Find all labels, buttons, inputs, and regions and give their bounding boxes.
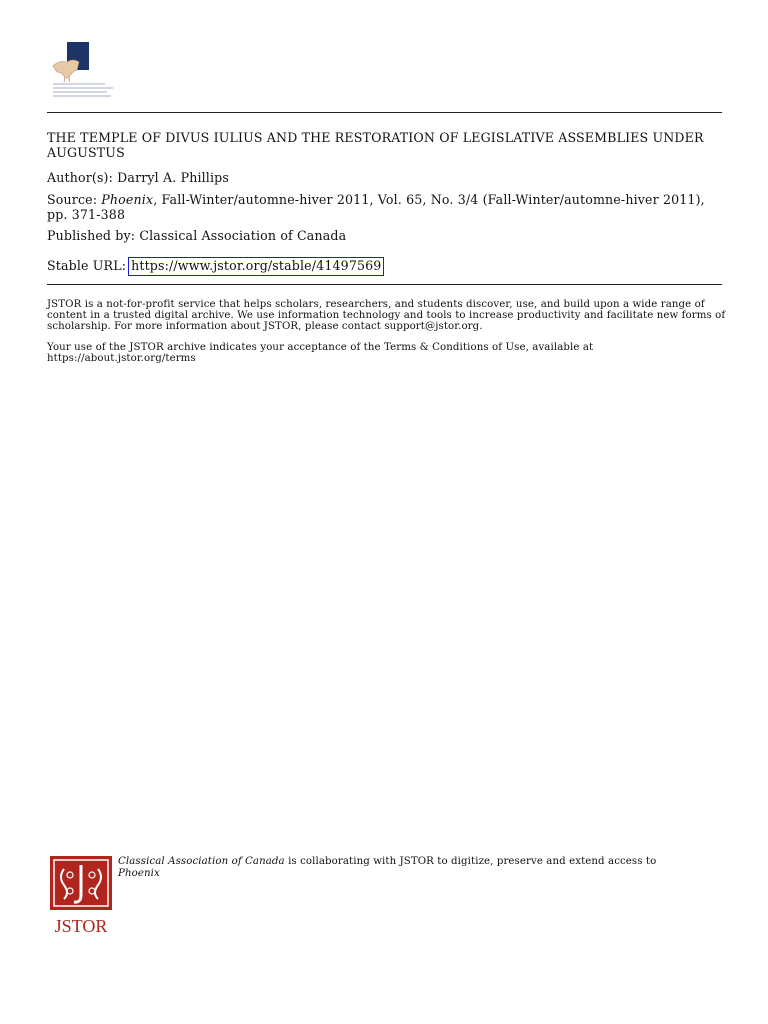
stable-url-link[interactable]: https://www.jstor.org/stable/41497569 [128, 257, 384, 276]
source-label: Source: [47, 192, 98, 207]
published-label: Published by: [47, 228, 136, 243]
authors-value: Darryl A. Phillips [117, 170, 229, 185]
authors-label: Author(s): [47, 170, 114, 185]
collab-org: Classical Association of Canada [118, 856, 285, 867]
source-line [47, 193, 722, 222]
article-title: THE TEMPLE OF DIVUS IULIUS AND THE RESTORATION OF LEGISLATIVE ASSEMBLIES UNDER AUGUSTUS [47, 130, 704, 160]
top-divider [47, 112, 722, 113]
collab-journal: Phoenix [118, 867, 160, 879]
collaboration-statement [118, 856, 678, 879]
jstor-logo [48, 855, 114, 935]
publisher-name: Classical Association of Canada [139, 228, 347, 243]
authors-line [47, 171, 722, 186]
stable-url-line [47, 257, 722, 276]
jstor-wordmark: JSTOR [54, 916, 108, 935]
source-journal: Phoenix [101, 192, 154, 207]
stable-url-label: Stable URL: [47, 258, 127, 273]
terms-notice: Your use of the JSTOR archive indicates your acceptance of the Terms & Conditions of Use, available at https://about.jstor.org/terms [47, 342, 594, 365]
jstor-about-notice: JSTOR is a not-for-profit service that helps scholars, researchers, and students discover, use, and build upon a wide range of content in a trusted digital archive. We use information technology and tools to increase productivity and facilitate new forms of scholarship. For more information about JSTOR, please contact support@jstor.org. [47, 299, 726, 333]
publisher-logo [47, 42, 125, 102]
middle-divider [47, 284, 722, 285]
source-details: , Fall-Winter/automne-hiver 2011, Vol. 65, No. 3/4 (Fall-Winter/automne-hiver 2011), pp. 371-388 [47, 192, 705, 222]
collab-text: is collaborating with JSTOR to digitize, preserve and extend access to [284, 856, 657, 867]
published-line [47, 229, 722, 244]
